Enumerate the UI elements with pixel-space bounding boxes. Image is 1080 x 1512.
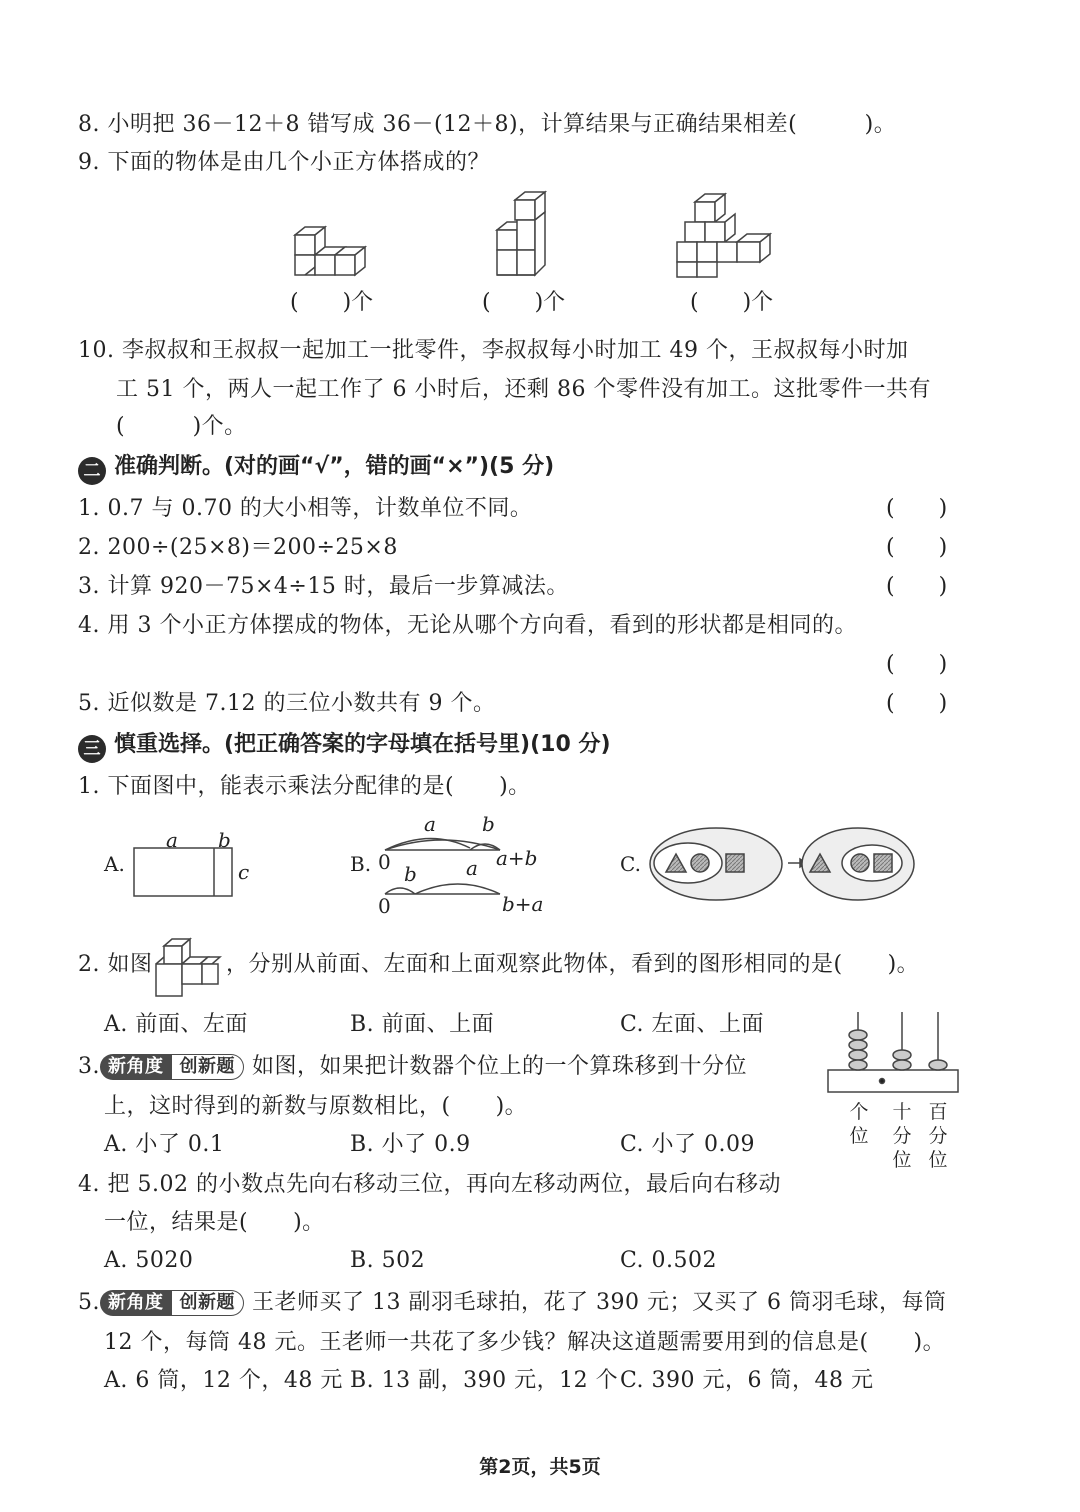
label-b: b bbox=[482, 812, 495, 836]
judge-item-1: 1. 0.7 与 0.70 的大小相等，计数单位不同。 bbox=[78, 496, 533, 521]
judge-item-2: 2. 200÷(25×8)＝200÷25×8 bbox=[78, 535, 398, 560]
q5-number: 5. bbox=[78, 1290, 100, 1315]
question-9: 9. 下面的物体是由几个小正方体搭成的？ bbox=[78, 150, 490, 175]
section-3-heading bbox=[78, 730, 611, 763]
choice-question-1: 1. 下面图中，能表示乘法分配律的是( )。 bbox=[78, 774, 531, 799]
judge-answer-3[interactable]: ( ) bbox=[886, 574, 948, 599]
q2-cube-figure bbox=[154, 936, 224, 1000]
label-a: a bbox=[466, 856, 478, 880]
q4-option-b[interactable]: B. 502 bbox=[350, 1248, 426, 1273]
label-zero: 0 bbox=[378, 850, 391, 874]
q5-option-a[interactable]: A. 6 筒，12 个，48 元 bbox=[104, 1368, 343, 1393]
q2-option-a[interactable]: A. 前面、左面 bbox=[104, 1012, 248, 1037]
judge-item-5: 5. 近似数是 7.12 的三位小数共有 9 个。 bbox=[78, 691, 496, 716]
q5-option-b[interactable]: B. 13 副，390 元，12 个 bbox=[350, 1368, 619, 1393]
q5-text-line-2: 12 个，每筒 48 元。王老师一共花了多少钱？解决这道题需要用到的信息是( )。 bbox=[104, 1330, 946, 1355]
q3-option-a[interactable]: A. 小了 0.1 bbox=[104, 1132, 225, 1157]
q9-answer-3[interactable]: ( )个 bbox=[690, 290, 774, 315]
rectangle-diagram bbox=[134, 848, 234, 898]
q3-text-line-1: 如图，如果把计数器个位上的一个算珠移到十分位 bbox=[252, 1054, 748, 1079]
label-zero: 0 bbox=[378, 894, 391, 918]
abacus-label-hundredths: 百分位 bbox=[928, 1101, 948, 1171]
q5-text-line-1: 王老师买了 13 副羽毛球拍，花了 390 元；又买了 6 筒羽毛球，每筒 bbox=[252, 1290, 947, 1315]
judge-item-3: 3. 计算 920－75×4÷15 时，最后一步算减法。 bbox=[78, 574, 569, 599]
q3-option-b[interactable]: B. 小了 0.9 bbox=[350, 1132, 471, 1157]
sets-diagram bbox=[648, 826, 918, 902]
question-8: 8. 小明把 36－12＋8 错写成 36－(12＋8)，计算结果与正确结果相差( )。 bbox=[78, 112, 897, 137]
abacus-label-tenths: 十分位 bbox=[892, 1101, 912, 1171]
innovation-tag: 创新题 bbox=[172, 1290, 245, 1316]
judge-answer-5[interactable]: ( ) bbox=[886, 691, 948, 716]
choice-question-4-line-1: 4. 把 5.02 的小数点先向右移动三位，再向左移动两位，最后向右移动 bbox=[78, 1172, 781, 1197]
judge-answer-1[interactable]: ( ) bbox=[886, 496, 948, 521]
q2-option-c[interactable]: C. 左面、上面 bbox=[620, 1012, 765, 1037]
label-a: a bbox=[424, 812, 436, 836]
label-b: b bbox=[218, 828, 231, 852]
abacus-label-ones: 个位 bbox=[849, 1101, 869, 1147]
choice-question-3 bbox=[78, 1052, 747, 1082]
page-number-footer: 第2页，共5页 bbox=[479, 1456, 601, 1478]
q4-option-a[interactable]: A. 5020 bbox=[104, 1248, 194, 1273]
section-2-heading bbox=[78, 452, 554, 485]
new-angle-tag: 新角度 bbox=[100, 1054, 172, 1080]
choice-question-4-line-2: 一位，结果是( )。 bbox=[104, 1210, 325, 1235]
choice-question-5 bbox=[78, 1288, 946, 1318]
cube-figure-2 bbox=[495, 190, 555, 285]
label-c: c bbox=[238, 860, 250, 884]
judge-answer-2[interactable]: ( ) bbox=[886, 535, 948, 560]
label-a-plus-b: a+b bbox=[496, 846, 538, 870]
cube-figure-3 bbox=[675, 190, 775, 285]
section-3-title: 慎重选择。(把正确答案的字母填在括号里)(10 分) bbox=[114, 732, 611, 757]
section-2-title: 准确判断。(对的画“√”，错的画“×”)(5 分) bbox=[114, 454, 555, 479]
q9-answer-1[interactable]: ( )个 bbox=[290, 290, 374, 315]
label-b-plus-a: b+a bbox=[502, 892, 544, 916]
judge-answer-4[interactable]: ( ) bbox=[886, 652, 948, 677]
option-c-label: C. bbox=[620, 852, 641, 876]
judge-item-4: 4. 用 3 个小正方体摆成的物体，无论从哪个方向看，看到的形状都是相同的。 bbox=[78, 613, 857, 638]
q3-option-c[interactable]: C. 小了 0.09 bbox=[620, 1132, 756, 1157]
option-a-label: A. bbox=[104, 852, 125, 876]
q3-text-line-2: 上，这时得到的新数与原数相比，( )。 bbox=[104, 1094, 528, 1119]
abacus-counter bbox=[826, 1010, 960, 1096]
q9-answer-2[interactable]: ( )个 bbox=[482, 290, 566, 315]
choice-question-2: ，分别从前面、左面和上面观察此物体，看到的图形相同的是( )。 bbox=[226, 952, 920, 977]
question-10-line-3: ( )个。 bbox=[116, 414, 247, 439]
label-b: b bbox=[404, 862, 417, 886]
innovation-tag: 创新题 bbox=[172, 1054, 245, 1080]
choice-question-2-prefix: 2. 如图 bbox=[78, 952, 153, 977]
section-number-badge: 三 bbox=[78, 735, 106, 763]
question-10-line-2: 工 51 个，两人一起工作了 6 小时后，还剩 86 个零件没有加工。这批零件一共有 bbox=[116, 377, 931, 402]
q5-option-c[interactable]: C. 390 元，6 筒，48 元 bbox=[620, 1368, 874, 1393]
q3-number: 3. bbox=[78, 1054, 100, 1079]
q4-option-c[interactable]: C. 0.502 bbox=[620, 1248, 718, 1273]
label-a: a bbox=[166, 828, 178, 852]
section-number-badge: 二 bbox=[78, 457, 106, 485]
new-angle-tag: 新角度 bbox=[100, 1290, 172, 1316]
q2-option-b[interactable]: B. 前面、上面 bbox=[350, 1012, 495, 1037]
cube-figure-1 bbox=[290, 220, 380, 290]
question-10-line-1: 10. 李叔叔和王叔叔一起加工一批零件，李叔叔每小时加工 49 个，王叔叔每小时加 bbox=[78, 338, 909, 363]
option-b-label: B. bbox=[350, 852, 372, 876]
